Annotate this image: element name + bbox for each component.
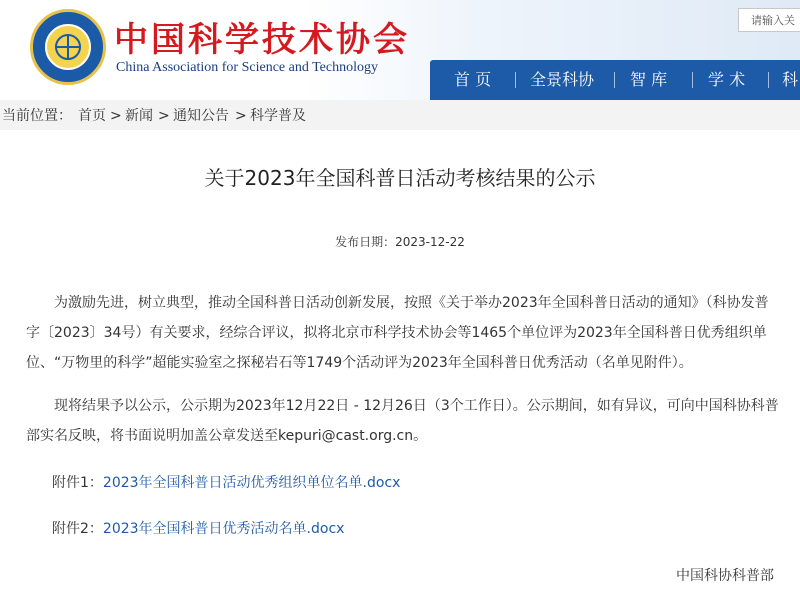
attachment-link[interactable]: 2023年全国科普日优秀活动名单.docx xyxy=(102,521,345,537)
publish-date-label: 发布日期： xyxy=(335,235,396,249)
nav-separator xyxy=(768,72,769,88)
breadcrumb-separator: > xyxy=(110,108,122,124)
nav-separator xyxy=(614,72,615,88)
breadcrumb-label: 当前位置： xyxy=(2,108,72,124)
nav-item-overview[interactable]: 全景科协 xyxy=(530,70,595,89)
breadcrumb-item-notices[interactable]: 通知公告 xyxy=(173,108,229,124)
search-input[interactable]: 请输入关 xyxy=(738,8,800,32)
main-nav xyxy=(430,60,800,100)
nav-item-academic[interactable]: 学 术 xyxy=(708,70,746,89)
breadcrumb-item-home[interactable]: 首页 xyxy=(78,108,106,124)
nav-item-think-tank[interactable]: 智 库 xyxy=(630,70,668,89)
publish-date xyxy=(0,233,800,250)
nav-item-science[interactable]: 科 xyxy=(782,70,799,89)
cast-emblem-icon[interactable] xyxy=(30,9,106,85)
nav-separator xyxy=(692,72,693,88)
article-title: 关于2023年全国科普日活动考核结果的公示 xyxy=(204,166,596,190)
nav-separator xyxy=(515,72,516,88)
paragraph-text: 现将结果予以公示，公示期为2023年12月22日 - 12月26日（3个工作日）。公示期间，如有异议，可向中国科协科普部实名反映，将书面说明加盖公章发送至kepuri@cast.org.cn。 xyxy=(26,398,779,444)
site-header xyxy=(0,0,800,100)
attachment-label: 附件2： xyxy=(52,521,103,537)
publish-date-value: 2023-12-22 xyxy=(395,235,465,249)
article-paragraph xyxy=(26,391,780,451)
article-paragraph xyxy=(26,288,780,378)
breadcrumb-separator: > xyxy=(235,108,247,124)
attachment-item xyxy=(52,472,400,492)
paragraph-text: 为激励先进，树立典型，推动全国科普日活动创新发展，按照《关于举办2023年全国科普日活动的通知》（科协发普字〔2023〕34号）有关要求，经综合评议，拟将北京市科学技术协会等1465个单位评为2023年全国科普日优秀组织单位、“万物里的科学”超能实验室之探秘岩石等1749个活动评为2023年全国科普日优秀活动（名单见附件）。 xyxy=(26,295,769,371)
breadcrumb-item-news[interactable]: 新闻 xyxy=(125,108,153,124)
breadcrumb-item-popular-science[interactable]: 科学普及 xyxy=(250,108,306,124)
nav-item-home[interactable]: 首 页 xyxy=(454,70,492,89)
attachment-label: 附件1： xyxy=(52,475,103,491)
signature: 中国科协科普部 xyxy=(676,568,774,584)
emblem-inner xyxy=(45,24,91,70)
attachment-link[interactable]: 2023年全国科普日活动优秀组织单位名单.docx xyxy=(102,475,401,491)
logo-chinese-name[interactable]: 中国科学技术协会 xyxy=(114,20,410,60)
breadcrumb-separator: > xyxy=(158,108,170,124)
attachment-item xyxy=(52,518,344,538)
globe-icon xyxy=(55,34,81,60)
breadcrumb xyxy=(0,100,800,130)
logo-english-name[interactable]: China Association for Science and Technology xyxy=(116,60,378,75)
